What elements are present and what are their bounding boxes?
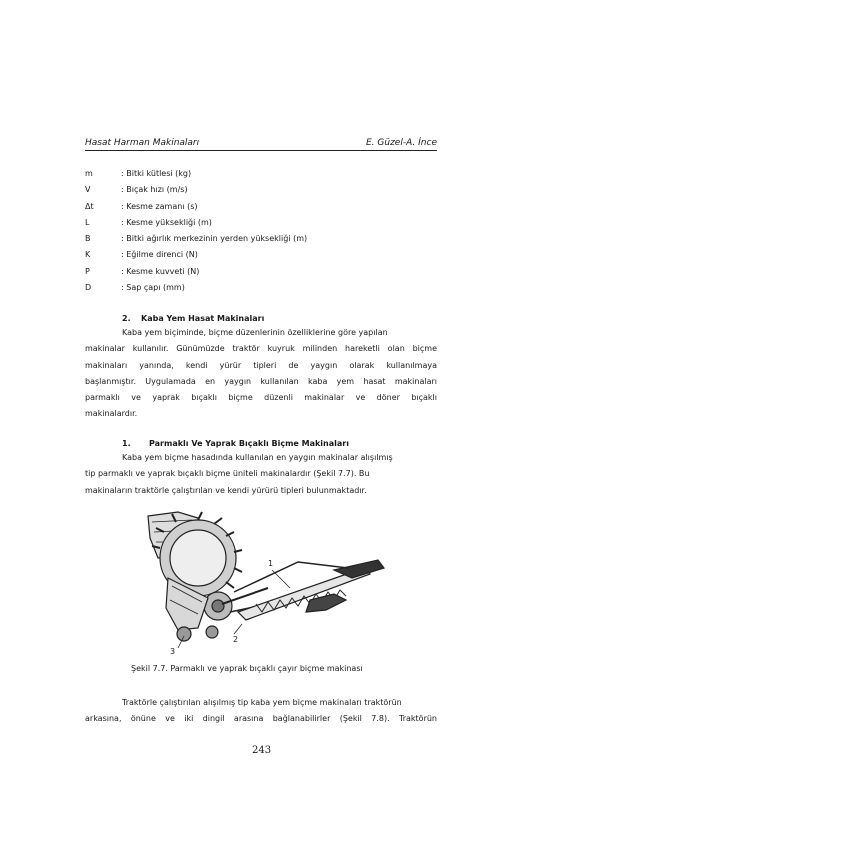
symbol-description: : Sap çapı (mm) bbox=[121, 283, 185, 293]
text-line: arkasına, önüne ve iki dingil arasına bağlanabilirler (Şekil 7.8). Traktörün bbox=[85, 714, 437, 724]
symbol: B bbox=[85, 234, 91, 244]
symbol-row bbox=[85, 218, 385, 234]
mower-figure bbox=[138, 508, 398, 658]
symbol-row bbox=[85, 169, 385, 185]
symbol-row bbox=[85, 185, 385, 201]
figure-caption: Şekil 7.7. Parmaklı ve yaprak bıçaklı çayır biçme makinası bbox=[131, 664, 363, 673]
symbol-description: : Eğilme direnci (N) bbox=[121, 250, 198, 260]
header-authors: E. Güzel-A. İnce bbox=[366, 138, 437, 148]
callout-label: 3 bbox=[170, 647, 176, 656]
symbol-description: : Kesme yüksekliği (m) bbox=[121, 217, 212, 227]
symbol-description: : Kesme zamanı (s) bbox=[121, 201, 198, 211]
symbol-row bbox=[85, 234, 385, 250]
header-book-title: Hasat Harman Makinaları bbox=[85, 138, 200, 148]
paragraph-kaba-yem bbox=[85, 327, 437, 425]
section-title: Kaba Yem Hasat Makinaları bbox=[141, 314, 265, 323]
symbol: Δt bbox=[85, 201, 94, 211]
symbol-description: : Kesme kuvveti (N) bbox=[121, 266, 200, 276]
symbol-row bbox=[85, 202, 385, 218]
running-header bbox=[85, 138, 437, 151]
mower-illustration bbox=[138, 508, 398, 658]
text-line: makinaların traktörle çalıştırılan ve kendi yürürü tipleri bulunmaktadır. bbox=[85, 485, 367, 495]
symbol-row bbox=[85, 267, 385, 283]
text-line: makinalar kullanılır. Günümüzde traktör kuyruk milinden hareketli olan biçme bbox=[85, 344, 437, 354]
symbol: L bbox=[85, 217, 90, 227]
symbol-list bbox=[85, 169, 385, 299]
text-line: parmaklı ve yaprak bıçaklı biçme düzenli makinalar ve döner bıçaklı bbox=[85, 393, 437, 403]
text-line: Kaba yem biçiminde, biçme düzenlerinin özelliklerine göre yapılan bbox=[122, 328, 388, 337]
symbol: K bbox=[85, 250, 91, 260]
symbol: D bbox=[85, 283, 92, 293]
page-number: 243 bbox=[252, 745, 272, 756]
text-line: makinalardır. bbox=[85, 409, 138, 419]
symbol-description: : Bitki ağırlık merkezinin yerden yüksekliği (m) bbox=[121, 234, 308, 244]
symbol: P bbox=[85, 266, 90, 276]
symbol-row bbox=[85, 283, 385, 299]
symbol: V bbox=[85, 185, 91, 195]
text-line: tip parmaklı ve yaprak bıçaklı biçme üniteli makinalardır (Şekil 7.7). Bu bbox=[85, 469, 370, 479]
paragraph-closing bbox=[85, 697, 437, 730]
text-line: Traktörle çalıştırılan alışılmış tip kaba yem biçme makinaları traktörün bbox=[122, 698, 402, 707]
symbol-row bbox=[85, 250, 385, 266]
section-number: 1. bbox=[122, 439, 131, 448]
symbol-description: : Bitki kütlesi (kg) bbox=[121, 169, 192, 178]
text-line: makinaları yanında, kendi yürür tipleri de yaygın olarak kullanılmaya bbox=[85, 360, 437, 370]
symbol: m bbox=[85, 169, 93, 178]
symbol-description: : Bıçak hızı (m/s) bbox=[121, 185, 188, 195]
section-number: 2. bbox=[122, 314, 131, 323]
callout-label: 2 bbox=[233, 635, 239, 644]
callout-label: 1 bbox=[268, 559, 274, 568]
section-title: Parmaklı Ve Yaprak Bıçaklı Biçme Makinaları bbox=[149, 439, 349, 448]
text-line: başlanmıştır. Uygulamada en yaygın kullanılan kaba yem hasat makinaları bbox=[85, 376, 437, 386]
text-line: Kaba yem biçme hasadında kullanılan en yaygın makinalar alışılmış bbox=[122, 453, 393, 462]
paragraph-parmakli bbox=[85, 452, 437, 501]
